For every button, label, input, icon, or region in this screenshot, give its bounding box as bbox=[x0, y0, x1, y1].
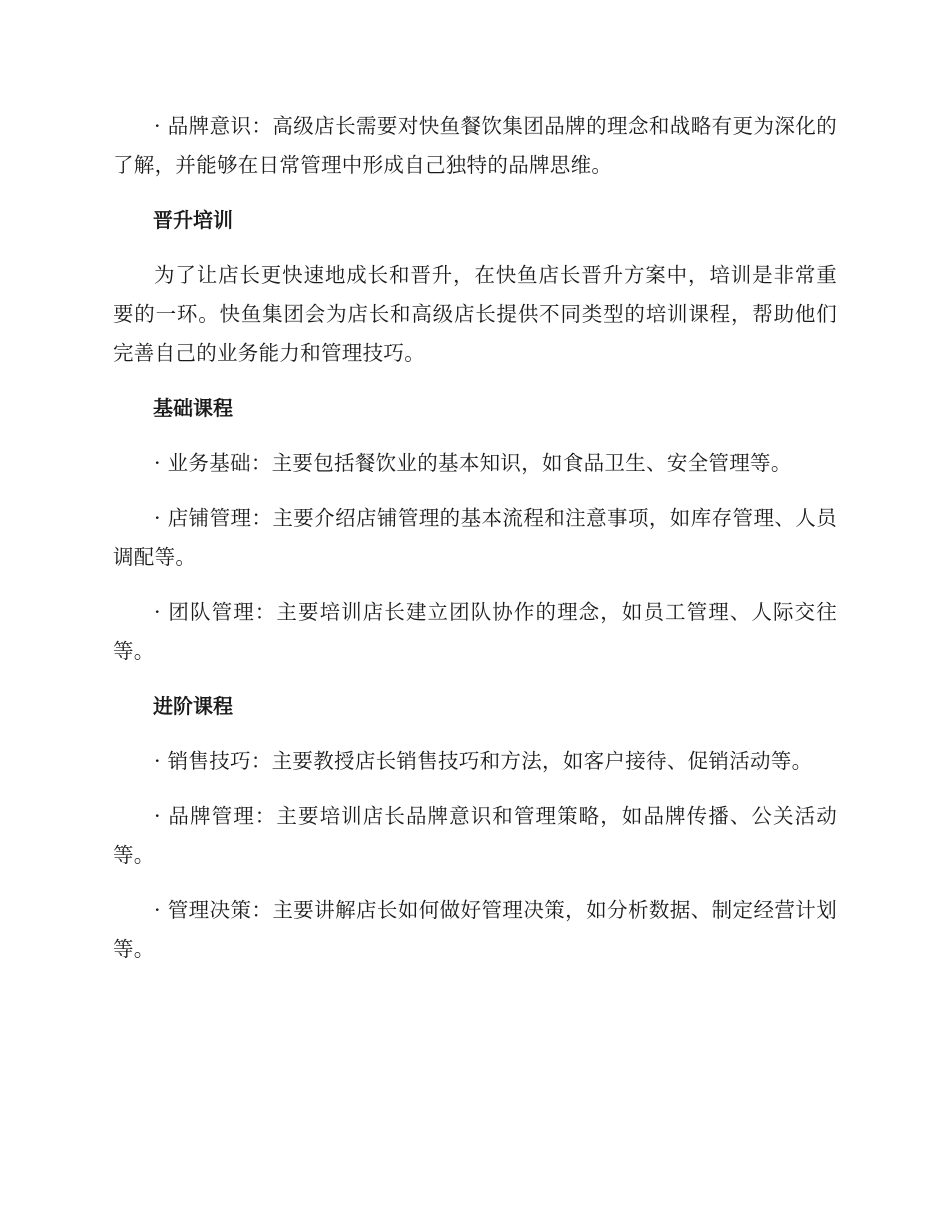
management-decisions-paragraph: · 管理决策：主要讲解店长如何做好管理决策，如分析数据、制定经营计划等。 bbox=[113, 898, 837, 961]
team-management-paragraph: · 团队管理：主要培训店长建立团队协作的理念，如员工管理、人际交往等。 bbox=[113, 600, 837, 663]
brand-management-paragraph: · 品牌管理：主要培训店长品牌意识和管理策略，如品牌传播、公关活动等。 bbox=[113, 804, 837, 867]
brand-awareness-paragraph: · 品牌意识：高级店长需要对快鱼餐饮集团品牌的理念和战略有更为深化的了解，并能够在日常管理中形成自己独特的品牌思维。 bbox=[113, 114, 837, 177]
store-management-paragraph: · 店铺管理：主要介绍店铺管理的基本流程和注意事项，如库存管理、人员调配等。 bbox=[113, 506, 837, 569]
promotion-training-heading: 晋升培训 bbox=[153, 208, 233, 232]
business-basics-paragraph: · 业务基础：主要包括餐饮业的基本知识，如食品卫生、安全管理等。 bbox=[154, 451, 792, 475]
basic-courses-heading: 基础课程 bbox=[153, 396, 233, 420]
advanced-courses-heading: 进阶课程 bbox=[153, 694, 233, 718]
sales-skills-paragraph: · 销售技巧：主要教授店长销售技巧和方法，如客户接待、促销活动等。 bbox=[154, 749, 813, 773]
promotion-training-paragraph: 为了让店长更快速地成长和晋升，在快鱼店长晋升方案中，培训是非常重要的一环。快鱼集团会为店长和高级店长提供不同类型的培训课程，帮助他们完善自己的业务能力和管理技巧。 bbox=[113, 263, 837, 365]
